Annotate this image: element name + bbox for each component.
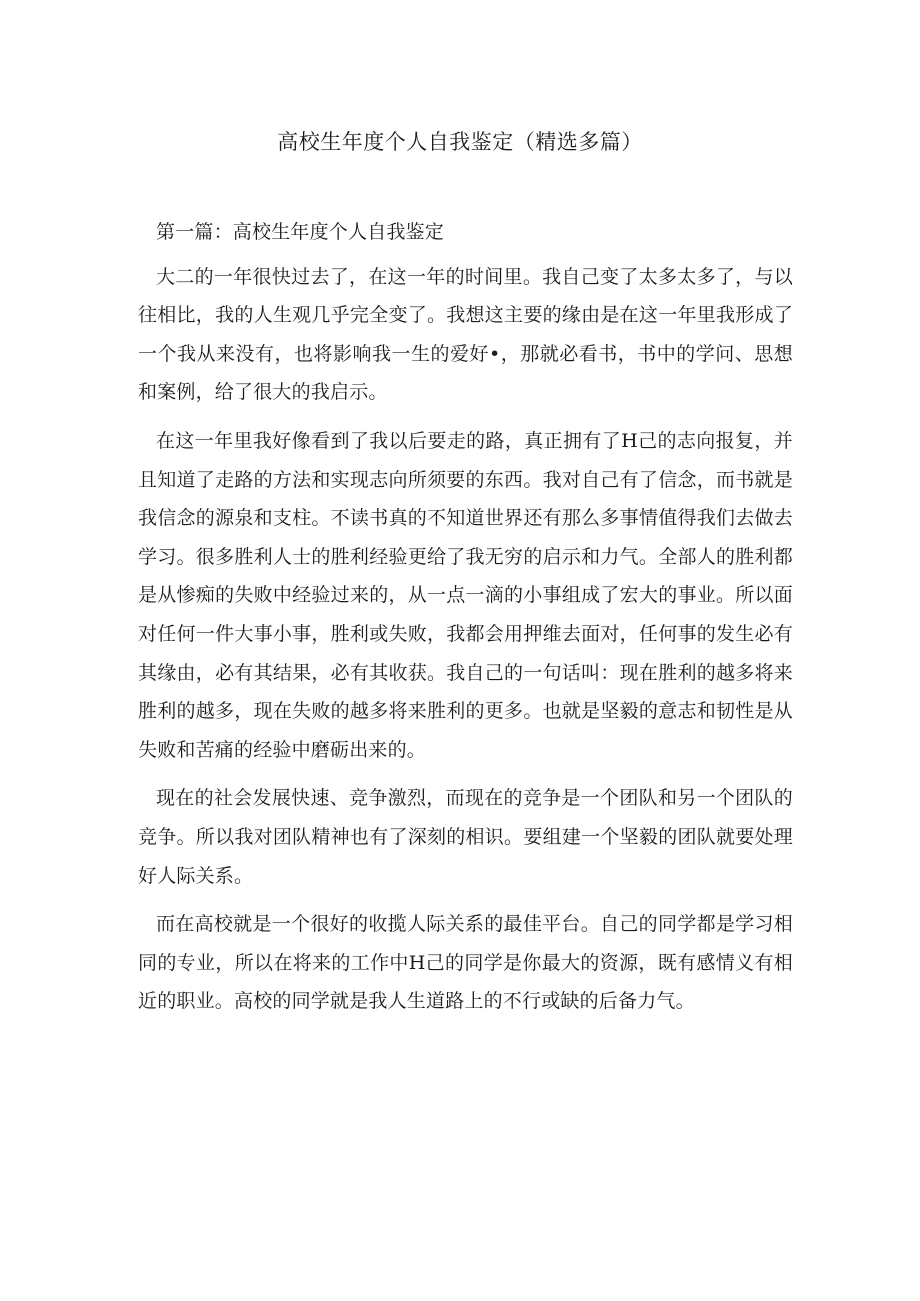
paragraph-1: 大二的一年很快过去了，在这一年的时间里。我自己变了太多太多了，与以往相比，我的人生观几乎完全变了。我想这主要的缘由是在这一年里我形成了一个我从来没有，也将影响我一生的爱好•，那就必看书，书中的学问、思想和案例，给了很大的我启示。 (138, 265, 793, 404)
paragraph-2: 在这一年里我好像看到了我以后要走的路，真正拥有了H己的志向报复，并且知道了走路的方法和实现志向所须要的东西。我对自己有了信念，而书就是我信念的源泉和支柱。不读书真的不知道世界还有那么多事情值得我们去做去学习。很多胜利人士的胜利经验更给了我无穷的启示和力气。全部人的胜利都是从惨痴的失败中经验过来的，从一点一滴的小事组成了宏大的事业。所以面对任何一件大事小事，胜利或失败，我都会用押维去面对，任何事的发生必有其缘由，必有其结果，必有其收获。我自己的一句话叫：现在胜利的越多将来胜利的越多，现在失败的越多将来胜利的更多。也就是坚毅的意志和韧性是从失败和苦痛的经验中磨砺出来的。 (138, 429, 793, 761)
document-title: 高校生年度个人自我鉴定（精选多篇） (277, 130, 643, 154)
section-heading: 第一篇：高校生年度个人自我鉴定 (156, 221, 445, 243)
paragraph-3: 现在的社会发展快速、竞争激烈，而现在的竞争是一个团队和另一个团队的竞争。所以我对团队精神也有了深刻的相识。要组建一个坚毅的团队就要处理好人际关系。 (138, 787, 793, 887)
paragraph-4: 而在高校就是一个很好的收揽人际关系的最佳平台。自己的同学都是学习相同的专业，所以在将来的工作中H己的同学是你最大的资源，既有感情义有相近的职业。高校的同学就是我人生道路上的不行或缺的后备力气。 (138, 913, 793, 1013)
document-body (138, 213, 793, 1031)
